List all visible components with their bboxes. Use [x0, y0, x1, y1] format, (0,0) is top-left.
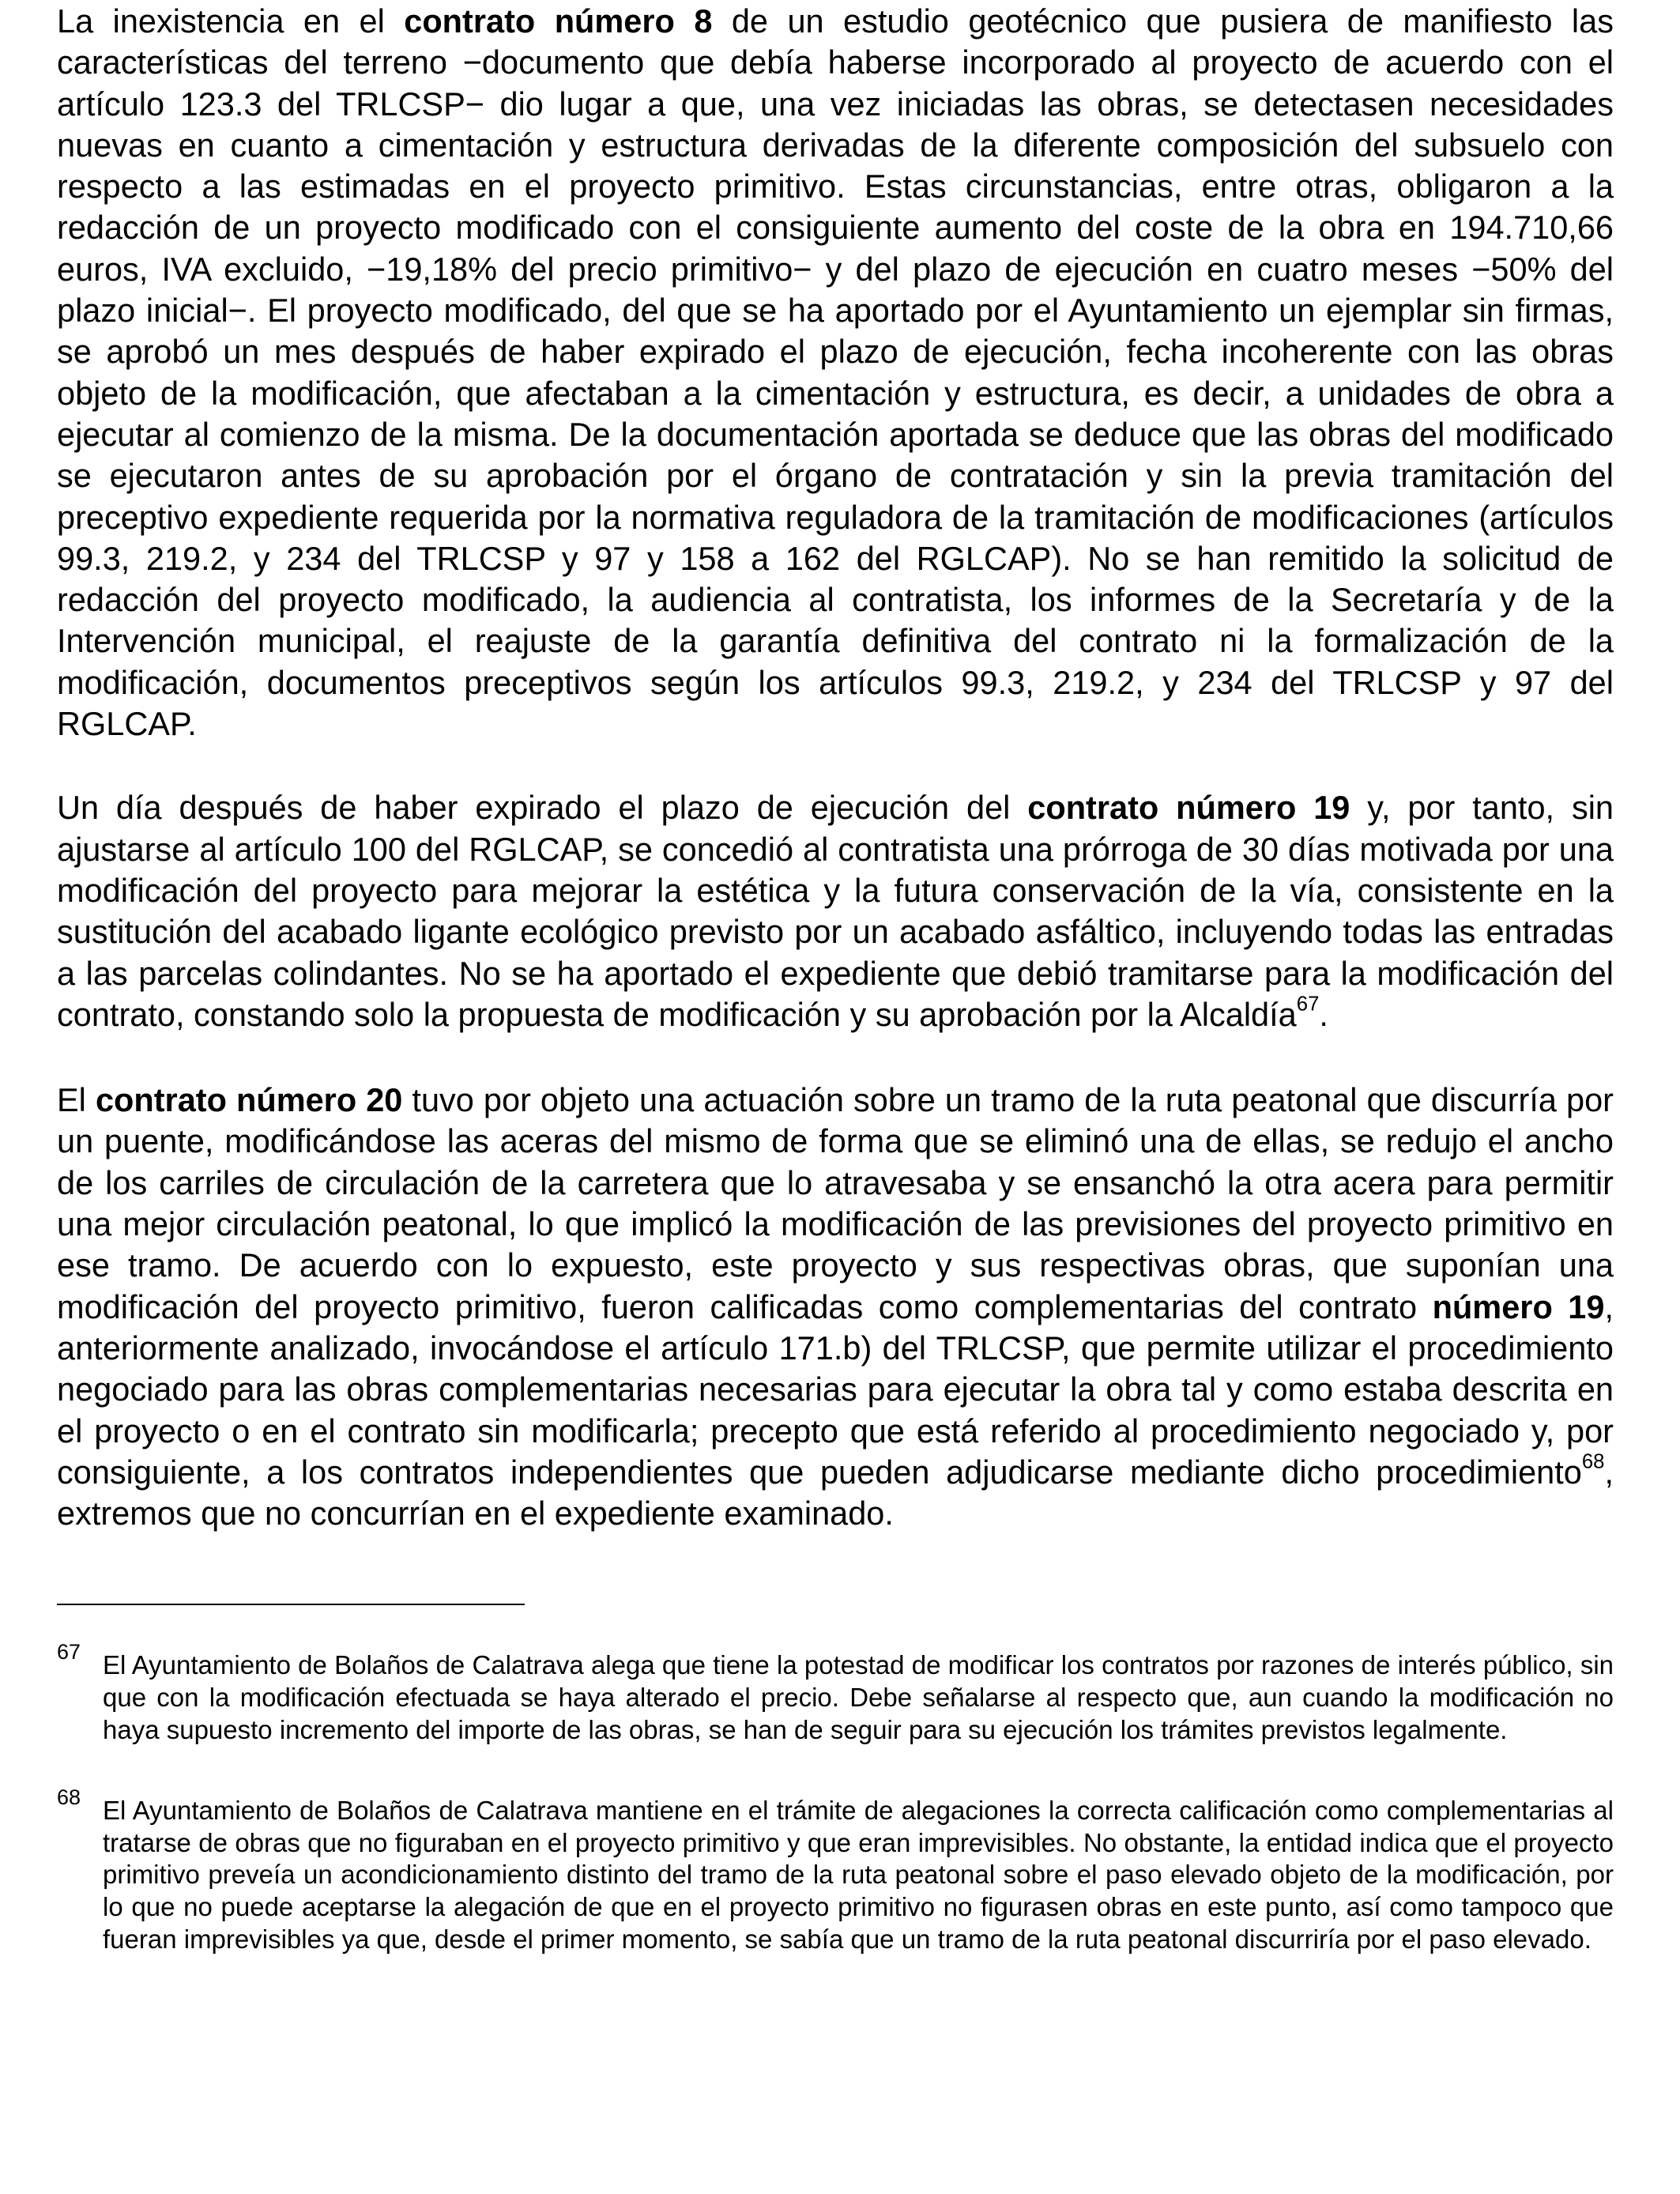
paragraph-contrato-19 [57, 787, 1614, 1035]
text-run: tuvo por objeto una actuación sobre un tramo de la ruta peatonal que discurría por un puente, modificándose las aceras del mismo de forma que se eliminó una de ellas, se redujo el ancho de los carriles de circulación de la carretera que lo atravesaba y se ensanchó la otra acera para permitir una mejor circulación peatonal, lo que implicó la modificación de las previsiones del proyecto primitivo en ese tramo. De acuerdo con lo expuesto, este proyecto y sus respectivas obras, que suponían una modificación del proyecto primitivo, fueron calificadas como complementarias del contrato [57, 1081, 1614, 1325]
paragraph-contrato-20 [57, 1080, 1614, 1534]
contract-reference: contrato número 19 [1027, 789, 1350, 827]
footnote-reference-67[interactable]: 67 [1296, 993, 1320, 1016]
footnote-number: 67 [57, 1640, 81, 1664]
text-run: El [57, 1081, 96, 1119]
text-run: y, por tanto, sin ajustarse al artículo 100 del RGLCAP, se concedió al contratista una prórroga de 30 días motivada por una modificación del proyecto para mejorar la estética y la futura conservación de la vía, consistente en la sustitución del acabado ligante ecológico previsto por un acabado asfáltico, incluyendo todas las entradas a las parcelas colindantes. No se ha aportado el expediente que debió tramitarse para la modificación del contrato, constando solo la propuesta de modificación y su aprobación por la Alcaldía [57, 789, 1614, 1033]
paragraph-contrato-8 [57, 1, 1614, 745]
text-run: , extremos que no concurrían en el expediente examinado. [57, 1453, 1614, 1532]
footnote-number: 68 [57, 1785, 81, 1810]
text-run: de un estudio geotécnico que pusiera de manifiesto las características del terreno −documento que debía haberse incorporado al proyecto de acuerdo con el artículo 123.3 del TRLCSP− dio lugar a que, una vez iniciadas las obras, se detectasen necesidades nuevas en cuanto a cimentación y estructura derivadas de la diferente composición del subsuelo con respecto a las estimadas en el proyecto primitivo. Estas circunstancias, entre otras, obligaron a la redacción de un proyecto modificado con el consiguiente aumento del coste de la obra en 194.710,66 euros, IVA excluido, −19,18% del precio primitivo− y del plazo de ejecución en cuatro meses −50% del plazo inicial−. El proyecto modificado, del que se ha aportado por el Ayuntamiento un ejemplar sin firmas, se aprobó un mes después de haber expirado el plazo de ejecución, fecha incoherente con las obras objeto de la modificación, que afectaban a la cimentación y estructura, es decir, a unidades de obra a ejecutar al comienzo de la misma. De la documentación aportada se deduce que las obras del modificado se ejecutaron antes de su aprobación por el órgano de contratación y sin la previa tramitación del preceptivo expediente requerida por la normativa reguladora de la tramitación de modificaciones (artículos 99.3, 219.2, y 234 del TRLCSP y 97 y 158 a 162 del RGLCAP). No se han remitido la solicitud de redacción del proyecto modificado, la audiencia al contratista, los informes de la Secretaría y de la Intervención municipal, el reajuste de la garantía definitiva del contrato ni la formalización de la modificación, documentos preceptivos según los artículos 99.3, 219.2, y 234 del TRLCSP y 97 del RGLCAP. [57, 2, 1614, 743]
contract-reference: contrato número 20 [95, 1081, 403, 1119]
footnote-text: El Ayuntamiento de Bolaños de Calatrava alega que tiene la potestad de modificar los contratos por razones de interés público, sin que con la modificación efectuada se haya alterado el precio. Debe señalarse al respecto que, aun cuando la modificación no haya supuesto incremento del importe de las obras, se han de seguir para su ejecución los trámites previstos legalmente. [103, 1650, 1614, 1744]
text-run: Un día después de haber expirado el plazo de ejecución del [57, 789, 1028, 827]
text-run: . [1319, 995, 1328, 1033]
document-page [57, 0, 1614, 1955]
footnote-68 [57, 1785, 1614, 1955]
contract-reference: contrato número 8 [404, 2, 713, 40]
footnote-text: El Ayuntamiento de Bolaños de Calatrava mantiene en el trámite de alegaciones la correcta calificación como complementarias al tratarse de obras que no figuraban en el proyecto primitivo y que eran imprevisibles. No obstante, la entidad indica que el proyecto primitivo preveía un acondicionamiento distinto del tramo de la ruta peatonal sobre el paso elevado objeto de la modificación, por lo que no puede aceptarse la alegación de que en el proyecto primitivo no figurasen obras en este punto, así como tampoco que fueran imprevisibles ya que, desde el primer momento, se sabía que un tramo de la ruta peatonal discurriría por el paso elevado. [103, 1796, 1614, 1954]
footnote-reference-68[interactable]: 68 [1581, 1450, 1605, 1473]
contract-reference: número 19 [1432, 1287, 1605, 1325]
text-run: La inexistencia en el [57, 2, 405, 40]
text-run: , anteriormente analizado, invocándose el artículo 171.b) del TRLCSP, que permite utilizar el procedimiento negociado para las obras complementarias necesarias para ejecutar la obra tal y como estaba descrita en el proyecto o en el contrato sin modificarla; precepto que está referido al procedimiento negociado y, por consiguiente, a los contratos independientes que pueden adjudicarse mediante dicho procedimiento [57, 1287, 1614, 1491]
footnote-67 [57, 1640, 1614, 1746]
footnote-separator [57, 1604, 525, 1605]
